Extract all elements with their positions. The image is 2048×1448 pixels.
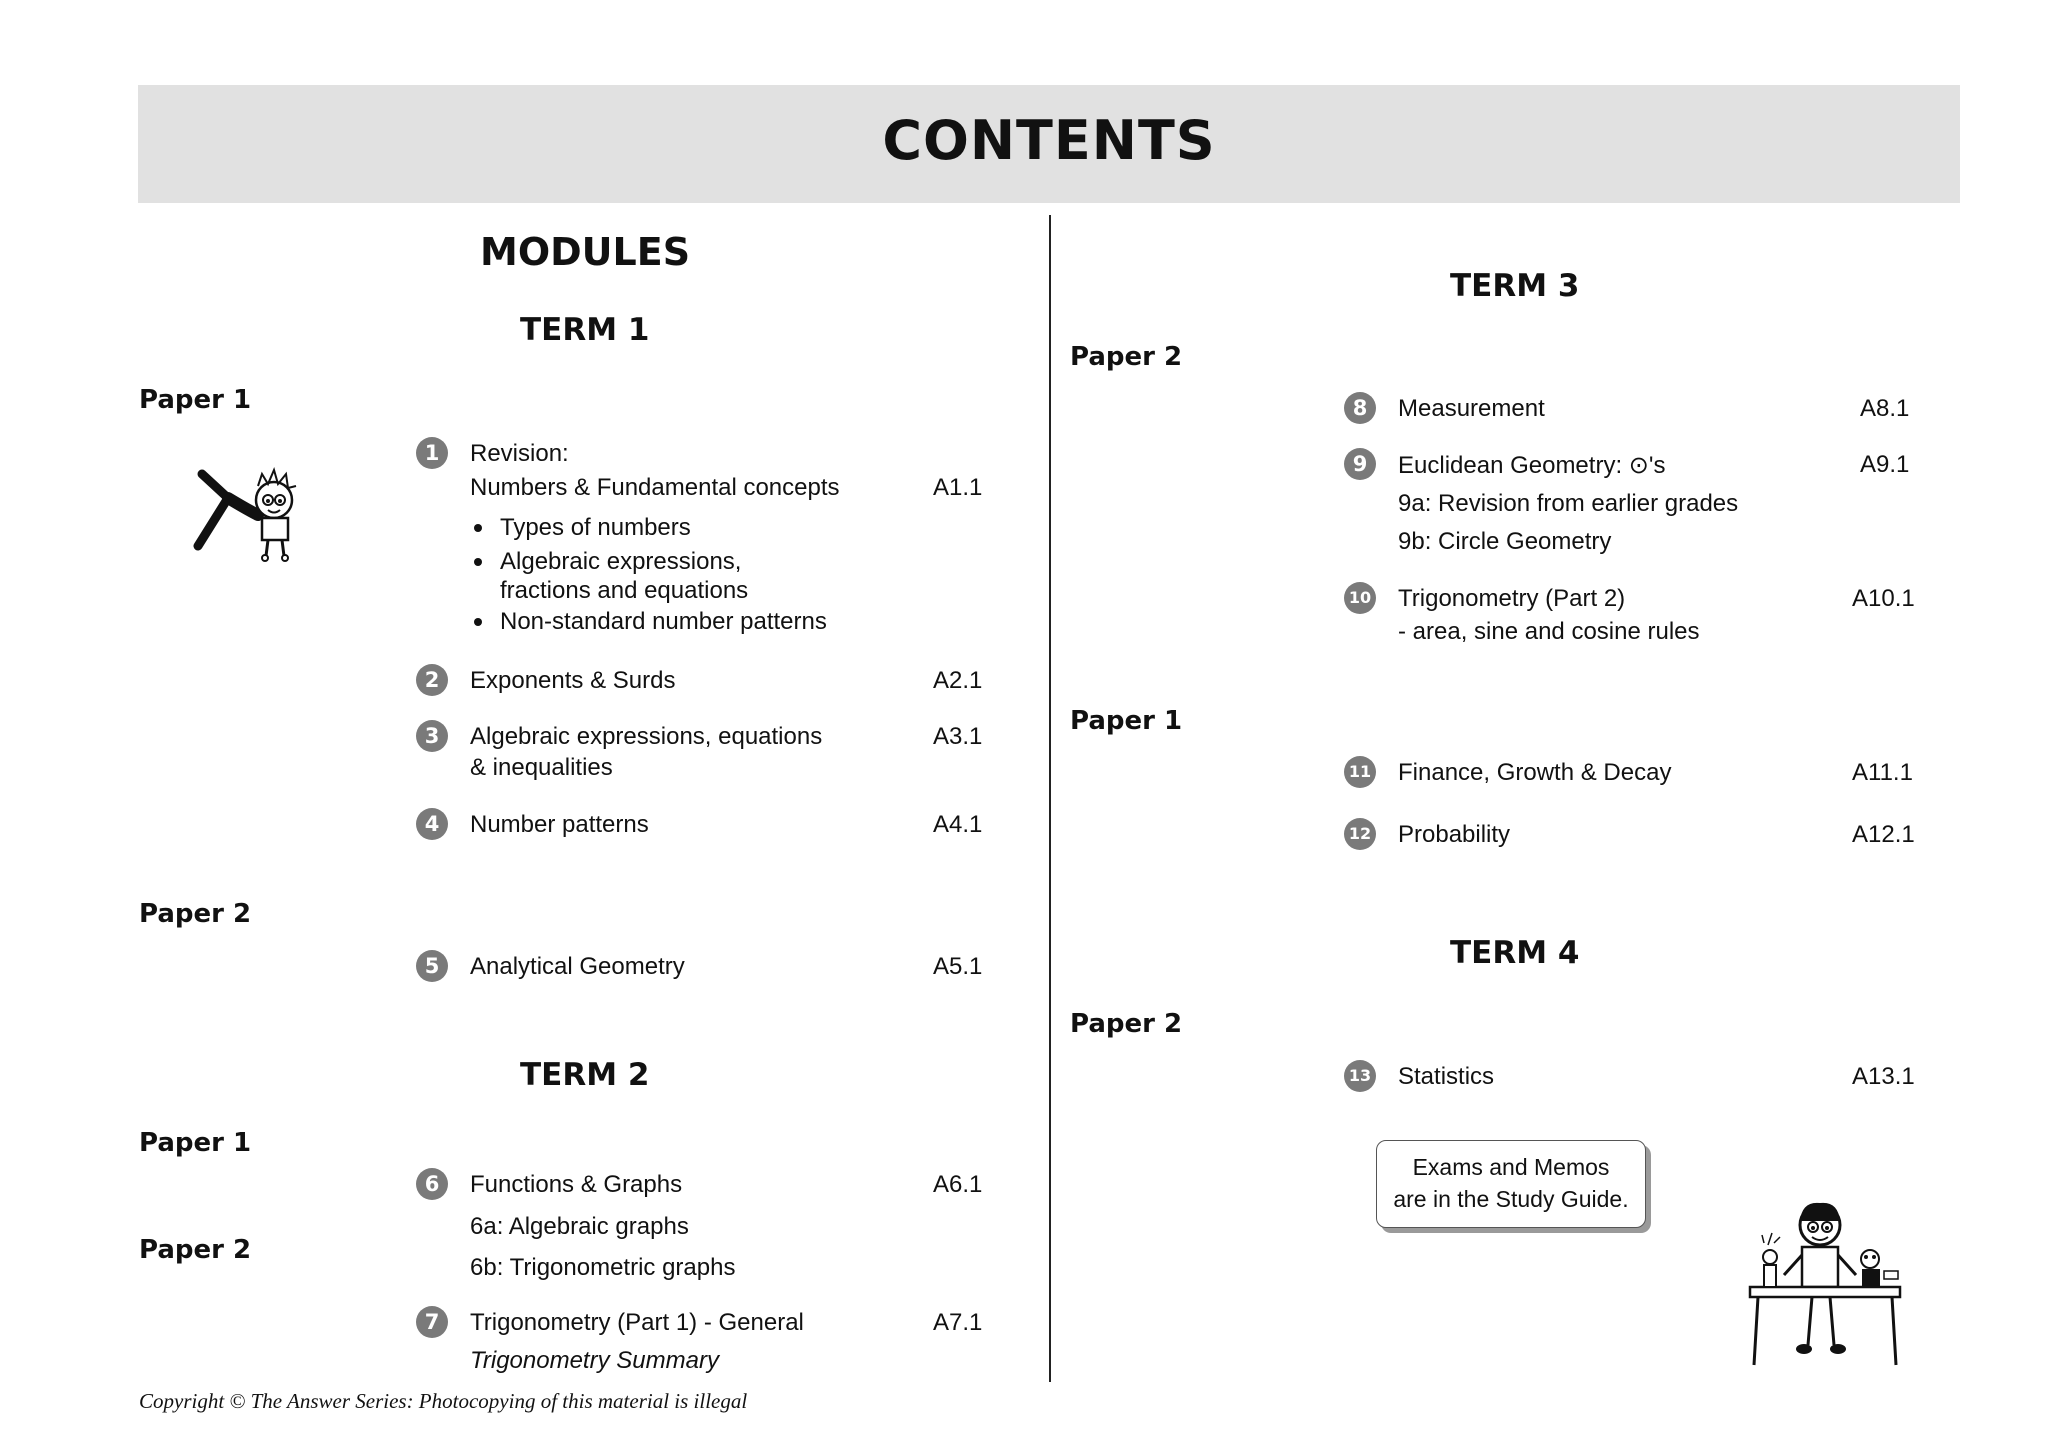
paper2-label: Paper 2 xyxy=(1070,342,1183,372)
module-4-code: A4.1 xyxy=(933,811,983,838)
module-12-code: A12.1 xyxy=(1852,821,1915,848)
module-1-bullet-2b: fractions and equations xyxy=(500,577,749,604)
module-number-badge: 10 xyxy=(1344,582,1376,614)
study-guide-note xyxy=(1376,1140,1646,1228)
module-1-bullet-2a: Algebraic expressions, xyxy=(500,548,742,575)
module-13-code: A13.1 xyxy=(1852,1063,1915,1090)
module-5-code: A5.1 xyxy=(933,953,983,980)
paper2-label: Paper 2 xyxy=(139,899,252,929)
module-13-title: Statistics xyxy=(1398,1063,1495,1090)
module-6-title: Functions & Graphs xyxy=(470,1171,683,1198)
module-number-badge: 1 xyxy=(416,437,448,469)
paper2-label: Paper 2 xyxy=(1070,1009,1183,1039)
module-number-badge: 6 xyxy=(416,1168,448,1200)
module-6b: 6b: Trigonometric graphs xyxy=(470,1254,736,1281)
module-10-subtitle: - area, sine and cosine rules xyxy=(1398,618,1700,645)
column-divider xyxy=(1049,215,1051,1382)
module-number-badge: 9 xyxy=(1344,448,1376,480)
module-6-code: A6.1 xyxy=(933,1171,983,1198)
module-9-title: Euclidean Geometry: ⊙'s xyxy=(1398,452,1666,479)
module-7-title: Trigonometry (Part 1) - General xyxy=(470,1309,804,1336)
module-6a: 6a: Algebraic graphs xyxy=(470,1213,689,1240)
trigonometry-summary: Trigonometry Summary xyxy=(470,1347,719,1374)
module-number-badge: 2 xyxy=(416,664,448,696)
module-9a: 9a: Revision from earlier grades xyxy=(1398,490,1739,517)
bullet-icon xyxy=(474,618,482,626)
module-2-code: A2.1 xyxy=(933,667,983,694)
modules-heading: MODULES xyxy=(480,230,691,274)
note-line-1: Exams and Memos xyxy=(1412,1154,1610,1180)
module-8-title: Measurement xyxy=(1398,395,1545,422)
paper1-label: Paper 1 xyxy=(139,1128,252,1158)
module-10-title: Trigonometry (Part 2) xyxy=(1398,585,1626,612)
term3-heading: TERM 3 xyxy=(1450,268,1580,304)
module-11-code: A11.1 xyxy=(1852,759,1913,786)
module-8-code: A8.1 xyxy=(1860,395,1910,422)
module-number-badge: 5 xyxy=(416,950,448,982)
module-10-code: A10.1 xyxy=(1852,585,1915,612)
bullet-icon xyxy=(474,558,482,566)
note-line-2: are in the Study Guide. xyxy=(1393,1186,1629,1212)
module-number-badge: 12 xyxy=(1344,818,1376,850)
module-number-badge: 11 xyxy=(1344,756,1376,788)
page-title: CONTENTS xyxy=(882,109,1216,172)
module-3-subtitle: & inequalities xyxy=(470,754,613,781)
module-number-badge: 4 xyxy=(416,808,448,840)
cartoon-cat-illustration xyxy=(188,460,318,570)
module-1-title: Revision: xyxy=(470,440,569,467)
module-1-subtitle: Numbers & Fundamental concepts xyxy=(470,474,840,501)
module-4-title: Number patterns xyxy=(470,811,649,838)
paper1-label: Paper 1 xyxy=(1070,706,1183,736)
module-3-code: A3.1 xyxy=(933,723,983,750)
module-number-badge: 13 xyxy=(1344,1060,1376,1092)
paper1-label: Paper 1 xyxy=(139,385,252,415)
module-1-bullet-1: Types of numbers xyxy=(500,514,691,541)
paper2-label: Paper 2 xyxy=(139,1235,252,1265)
module-9-code: A9.1 xyxy=(1860,451,1910,478)
bullet-icon xyxy=(474,524,482,532)
module-2-title: Exponents & Surds xyxy=(470,667,676,694)
term1-heading: TERM 1 xyxy=(520,312,650,348)
module-1-code: A1.1 xyxy=(933,474,983,501)
module-number-badge: 3 xyxy=(416,720,448,752)
cartoon-student-at-desk-illustration xyxy=(1740,1195,1910,1385)
module-number-badge: 7 xyxy=(416,1306,448,1338)
contents-banner xyxy=(138,85,1960,203)
module-5-title: Analytical Geometry xyxy=(470,953,685,980)
module-11-title: Finance, Growth & Decay xyxy=(1398,759,1672,786)
term4-heading: TERM 4 xyxy=(1450,935,1580,971)
module-12-title: Probability xyxy=(1398,821,1511,848)
copyright-notice: Copyright © The Answer Series: Photocopying of this material is illegal xyxy=(139,1389,748,1413)
term2-heading: TERM 2 xyxy=(520,1057,650,1093)
module-9b: 9b: Circle Geometry xyxy=(1398,528,1612,555)
module-1-bullet-3: Non-standard number patterns xyxy=(500,608,827,635)
module-3-title: Algebraic expressions, equations xyxy=(470,723,823,750)
module-number-badge: 8 xyxy=(1344,392,1376,424)
module-7-code: A7.1 xyxy=(933,1309,983,1336)
